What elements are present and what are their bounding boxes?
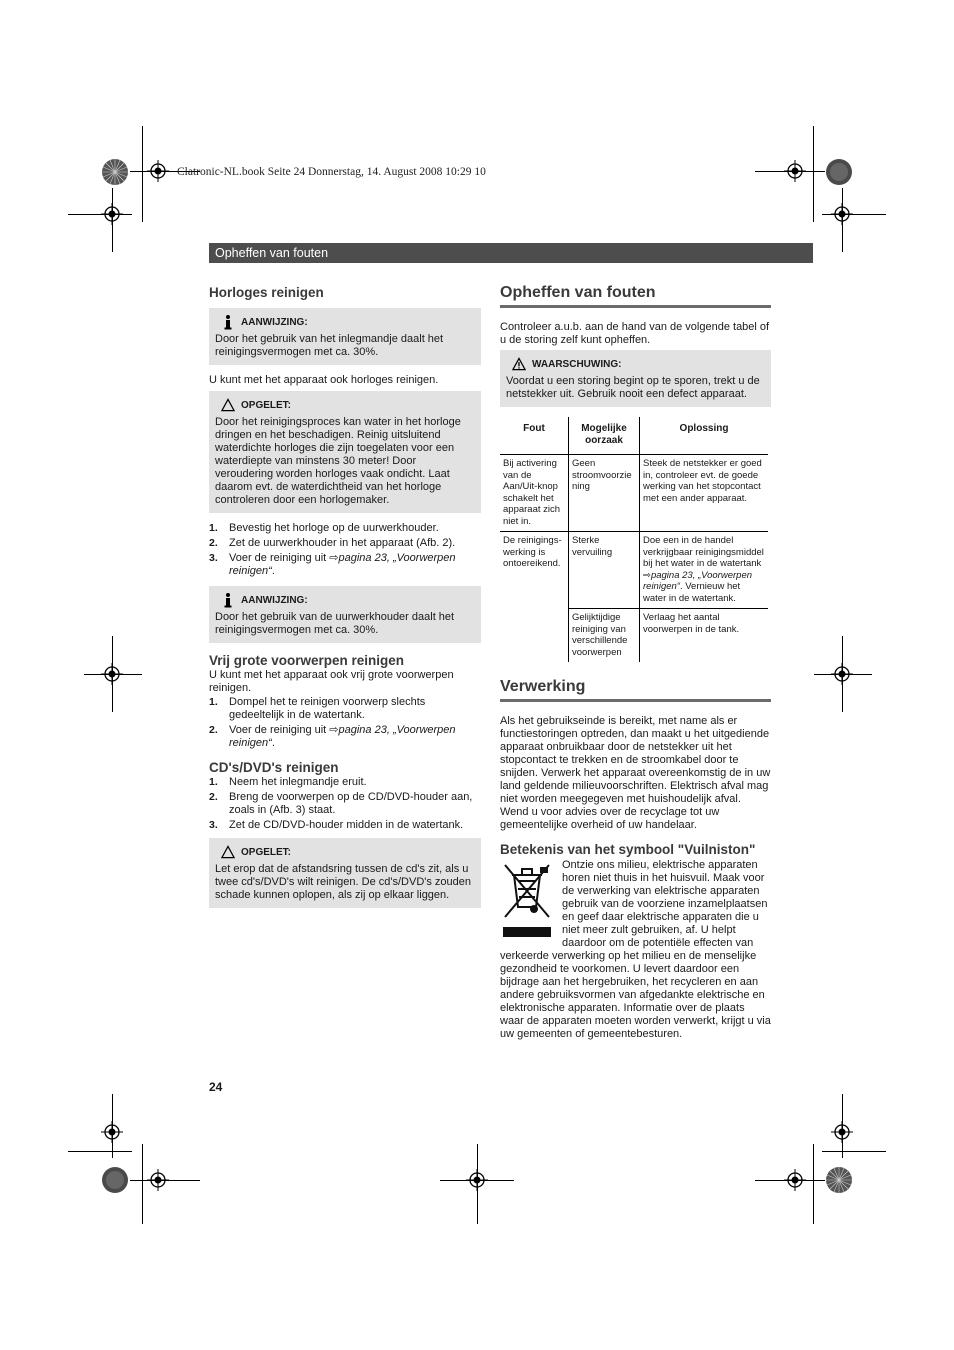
registration-mark-icon	[831, 1121, 853, 1143]
list-item	[209, 819, 481, 832]
cell-text: . Vernieuw het water in de watertank.	[643, 581, 741, 604]
registration-mark-icon	[784, 160, 806, 182]
paragraph: U kunt met het apparaat ook horloges reinigen.	[209, 374, 439, 386]
column-header: Fout	[500, 417, 569, 455]
warning-box	[500, 350, 771, 407]
step-text-end: .	[271, 737, 275, 749]
step-text: Neem het inlegmandje eruit.	[229, 776, 367, 788]
section-title-verwerking: Verwerking	[500, 678, 771, 702]
registration-mark-icon	[831, 663, 853, 685]
warning-text: Voordat u een storing begint op te sporen, trekt u de netstekker uit. Gebruik nooit een defect apparaat.	[506, 375, 760, 400]
list-item	[209, 696, 481, 722]
paragraph: U kunt met het apparaat ook vrij grote voorwerpen reinigen.	[209, 669, 454, 694]
crop-line	[142, 1144, 143, 1224]
section-title-opheffen: Opheffen van fouten	[500, 284, 771, 308]
table-cell: Sterke vervuiling	[569, 532, 640, 609]
paragraph: Als het gebruikseinde is bereikt, met name als er functiestoringen optreden, dan maakt u het uitgediende apparaat onbruikbaar door de netstekker uit het stopcontact te trekken en de stroomkabel door te snijden. Verwerk het apparaat overeenkomstig de in uw land geldende milieuvoorschriften. Elektrisch afval mag niet worden meegegeven met huishoudelijk afval. Wend u voor advies over de recyclage tot uw gemeentelijke overheid of uw handelaar.	[500, 715, 771, 831]
table-cell: Gelijktijdige reiniging van verschillende voorwerpen	[569, 609, 640, 663]
step-number: 2.	[209, 724, 218, 736]
registration-mark-icon	[147, 160, 169, 182]
table-row	[500, 532, 768, 609]
step-number: 1.	[209, 696, 218, 708]
warning-box	[209, 838, 481, 908]
crop-line	[813, 1144, 814, 1224]
note-header	[215, 314, 475, 330]
section-header-bar	[209, 243, 813, 263]
note-header	[215, 592, 475, 608]
step-number: 3.	[209, 552, 218, 564]
steps-list	[209, 522, 481, 578]
table-cell	[640, 532, 769, 609]
warning-triangle-icon	[512, 356, 526, 372]
step-number: 1.	[209, 522, 218, 534]
section-title-voorwerpen: Vrij grote voorwerpen reinigen	[209, 653, 405, 668]
warning-label: OPGELET:	[241, 399, 292, 411]
crop-line	[822, 1151, 886, 1152]
step-text: Zet de CD/DVD-houder midden in de watertank.	[229, 819, 464, 831]
step-text: Breng de voorwerpen op de CD/DVD-houder aan, zoals in (Afb. 3) staat.	[229, 791, 473, 816]
star-target-icon	[101, 158, 129, 186]
info-icon	[221, 314, 235, 330]
list-item	[209, 776, 481, 789]
step-text: Dompel het te reinigen voorwerp slechts gedeeltelijk in de watertank.	[229, 696, 426, 721]
left-column	[209, 284, 481, 908]
registration-mark-icon	[466, 1169, 488, 1191]
warning-text: Door het reinigingsproces kan water in het horloge dringen en het beschadigen. Reinig uitsluitend waterdichte horloges die zijn toegelaten voor een waterdiepte van minstens 30 meter! Door veroudering worden horloges vaak ondicht. Laat daarom evt. de waterdichtheid van het horloge controleren door een horlogemaker.	[215, 416, 461, 506]
list-item	[209, 537, 481, 550]
page-reference-link[interactable]: ⇨pagina 23, „Voorwerpen reinigen“	[643, 569, 753, 592]
book-header-line: Clatronic-NL.book Seite 24 Donnerstag, 14. August 2008 10:29 10	[177, 166, 486, 178]
note-box	[209, 308, 481, 365]
registration-mark-icon	[784, 1169, 806, 1191]
note-text: Door het gebruik van de uurwerkhouder daalt het reinigingsvermogen met ca. 30%.	[215, 611, 455, 636]
registration-mark-icon	[831, 203, 853, 225]
warning-header	[215, 397, 475, 413]
list-item	[209, 791, 481, 817]
step-text	[229, 724, 481, 750]
color-patch-icon	[101, 1166, 129, 1194]
registration-mark-icon	[101, 203, 123, 225]
table-cell: Geen stroomvoorzie ning	[569, 455, 640, 532]
note-label: AANWIJZING:	[241, 316, 308, 328]
step-text-main: Voer de reiniging uit	[229, 724, 330, 736]
list-item	[209, 552, 481, 578]
column-header: Mogelijke oorzaak	[569, 417, 640, 455]
paragraph: Controleer a.u.b. aan de hand van de volgende tabel of u de storing zelf kunt opheffen.	[500, 321, 770, 346]
step-text: Bevestig het horloge op de uurwerkhouder.	[229, 522, 439, 534]
star-target-icon	[825, 1166, 853, 1194]
page-number: 24	[209, 1080, 223, 1094]
crossed-out-wheelie-bin-icon	[500, 859, 554, 941]
step-text: Zet de uurwerkhouder in het apparaat (Afb. 2).	[229, 537, 456, 549]
list-item	[209, 724, 481, 750]
step-number: 2.	[209, 791, 218, 803]
warning-header	[506, 356, 765, 372]
note-label: AANWIJZING:	[241, 594, 308, 606]
info-icon	[221, 592, 235, 608]
table-cell: De reinigings-werking is ontoereikend.	[500, 532, 569, 663]
step-number: 3.	[209, 819, 218, 831]
registration-mark-icon	[101, 1121, 123, 1143]
warning-label: WAARSCHUWING:	[532, 358, 622, 370]
section-title-cd-dvd: CD's/DVD's reinigen	[209, 760, 339, 775]
warning-label: OPGELET:	[241, 846, 292, 858]
crop-line	[813, 126, 814, 222]
crop-line	[142, 126, 143, 222]
section-title-vuilniston: Betekenis van het symbool "Vuilniston"	[500, 842, 756, 857]
color-patch-icon	[825, 158, 853, 186]
table-cell: Steek de netstekker er goed in, controleer evt. de goede werking van het stopcontact met een ander apparaat.	[640, 455, 769, 532]
note-box	[209, 586, 481, 643]
warning-triangle-icon	[221, 397, 235, 413]
table-row	[500, 455, 768, 532]
warning-box	[209, 391, 481, 513]
registration-mark-icon	[147, 1169, 169, 1191]
list-item	[209, 522, 481, 535]
warning-text: Let erop dat de afstandsring tussen de cd's zit, als u twee cd's/DVD's wilt reinigen. De cd's/DVD's zouden schade kunnen oplopen, als zij op elkaar liggen.	[215, 863, 472, 901]
registration-mark-icon	[101, 663, 123, 685]
page-reference-link[interactable]: ⇨pagina 23, „Voorwerpen reinigen“	[229, 552, 456, 577]
crop-line	[68, 1151, 132, 1152]
section-title-horloges: Horloges reinigen	[209, 285, 324, 300]
troubleshooting-table	[500, 417, 768, 662]
step-text-end: .	[271, 565, 275, 577]
column-header: Oplossing	[640, 417, 769, 455]
table-cell: Bij activering van de Aan/Uit-knop schakelt het apparaat zich niet in.	[500, 455, 569, 532]
right-column	[500, 284, 771, 1041]
weee-block	[500, 859, 771, 1041]
step-text-main: Voer de reiniging uit	[229, 552, 330, 564]
cell-text: Doe een in de handel verkrijgbaar reinigingsmiddel bij het water in de watertank	[643, 535, 764, 569]
table-cell: Verlaag het aantal voorwerpen in de tank.	[643, 612, 740, 635]
section-header-title: Opheffen van fouten	[215, 246, 329, 260]
steps-list	[209, 696, 481, 750]
note-text: Door het gebruik van het inlegmandje daalt het reinigingsvermogen met ca. 30%.	[215, 333, 444, 358]
step-text	[229, 552, 481, 578]
table-header-row	[500, 417, 768, 455]
warning-triangle-icon	[221, 844, 235, 860]
weee-text: Ontzie ons milieu, elektrische apparaten horen niet thuis in het huisvuil. Maak voor de verwerking van elektrische apparaten gebruik van de voorziene inzamelplaatsen en geef daar elektrische apparaten die u niet meer zult gebruiken, af. U helpt daardoor om de potentiële effecten van verkeerde verwerking op het milieu en de menselijke gezondheid te voorkomen. U levert daardoor een bijdrage aan het hergebruiken, het recycleren en aan andere gebruiksvormen van afgedankte elektrische en elektronische apparaten. Informatie over de plaats waar de apparaten moeten worden verwerkt, krijgt u via uw gemeenten of gemeentebesturen.	[500, 859, 771, 1040]
page-reference-link[interactable]: ⇨pagina 23, „Voorwerpen reinigen“	[229, 724, 456, 749]
steps-list	[209, 776, 481, 832]
warning-header	[215, 844, 475, 860]
step-number: 1.	[209, 776, 218, 788]
step-number: 2.	[209, 537, 218, 549]
